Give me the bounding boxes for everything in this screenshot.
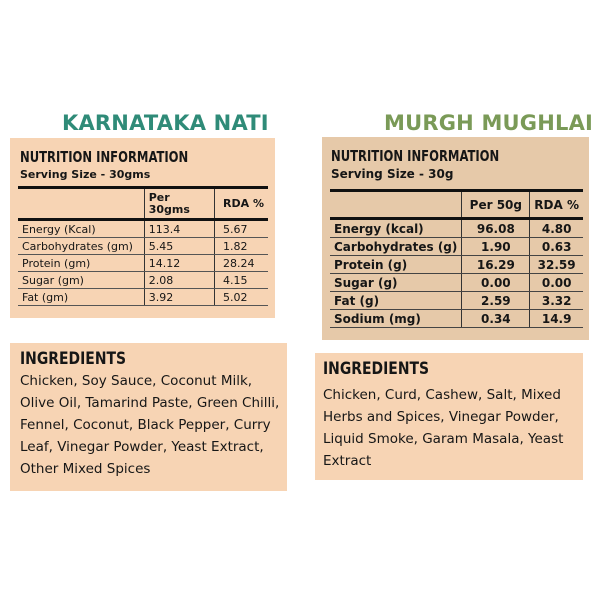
nutrient-rda: 5.02 [215,289,268,306]
table-row [18,289,268,306]
nutrient-rda: 0.63 [530,238,583,256]
nutrient-name: Protein (gm) [18,255,144,272]
ingredients-text: Chicken, Curd, Cashew, Salt, Mixed Herbs and Spices, Vinegar Powder, Liquid Smoke, Garam Masala, Yeast Extract [323,387,564,469]
table-row [330,256,583,274]
column-header-rda: RDA % [223,196,264,210]
column-header-rda: RDA % [534,197,579,212]
product-title-murgh-mughlai: MURGH MUGHLAI [384,111,594,135]
nutrient-name: Carbohydrates (g) [330,238,462,256]
nutrient-per: 5.45 [144,238,214,255]
nutrient-per: 14.12 [144,255,214,272]
column-header-per-line2: 30gms [148,202,190,216]
nutrient-per: 2.08 [144,272,214,289]
column-header-per: Per 50g [462,191,530,219]
column-header-per-line1: Per [148,190,170,204]
nutrient-name: Fat (g) [330,292,462,310]
nutrient-name: Energy (kcal) [330,219,462,238]
nutrient-rda: 5.67 [215,220,268,238]
nutrient-rda: 0.00 [530,274,583,292]
column-header-per [144,188,214,220]
ingredients-panel-left [10,343,287,491]
nutrient-rda: 4.15 [215,272,268,289]
nutrient-per: 96.08 [462,219,530,238]
serving-size: Serving Size - 30g [331,167,454,181]
nutrient-rda: 14.9 [530,310,583,328]
ingredients-heading: INGREDIENTS [20,349,127,369]
ingredients-text: Chicken, Soy Sauce, Coconut Milk, Olive Oil, Tamarind Paste, Green Chilli, Fennel, Coconut, Black Pepper, Curry Leaf, Vinegar Powder, Yeast Extract, Other Mixed Spices [20,373,280,477]
nutrient-name: Protein (g) [330,256,462,274]
serving-size: Serving Size - 30gms [20,168,151,181]
ingredients-heading: INGREDIENTS [323,359,430,379]
ingredients-panel-right [315,353,583,480]
table-header-row [330,191,583,219]
nutrition-table [18,186,268,306]
nutrient-name: Sodium (mg) [330,310,462,328]
nutrition-table [330,189,583,328]
nutrient-name: Energy (Kcal) [18,220,144,238]
nutrient-rda: 3.32 [530,292,583,310]
nutrient-per: 1.90 [462,238,530,256]
table-row [18,220,268,238]
table-row [18,272,268,289]
nutrient-rda: 1.82 [215,238,268,255]
nutrient-rda: 4.80 [530,219,583,238]
nutrient-per: 3.92 [144,289,214,306]
table-row [18,255,268,272]
table-row [330,219,583,238]
nutrient-per: 16.29 [462,256,530,274]
nutrition-heading: NUTRITION INFORMATION [20,148,189,166]
table-header-row [18,188,268,220]
nutrient-name: Carbohydrates (gm) [18,238,144,255]
nutrient-rda: 28.24 [215,255,268,272]
product-title-karnataka-nati: KARNATAKA NATI [62,111,269,135]
column-header-nutrient [330,191,462,219]
nutrient-name: Fat (gm) [18,289,144,306]
nutrition-heading: NUTRITION INFORMATION [331,147,500,165]
nutrient-name: Sugar (gm) [18,272,144,289]
table-row [330,274,583,292]
nutrient-per: 113.4 [144,220,214,238]
nutrient-rda: 32.59 [530,256,583,274]
nutrient-per: 0.34 [462,310,530,328]
table-row [330,292,583,310]
nutrition-panel-right [322,137,589,340]
table-row [18,238,268,255]
column-header-nutrient [18,188,144,220]
nutrient-per: 0.00 [462,274,530,292]
table-row [330,238,583,256]
nutrient-name: Sugar (g) [330,274,462,292]
nutrition-panel-left [10,138,275,318]
nutrient-per: 2.59 [462,292,530,310]
table-row [330,310,583,328]
